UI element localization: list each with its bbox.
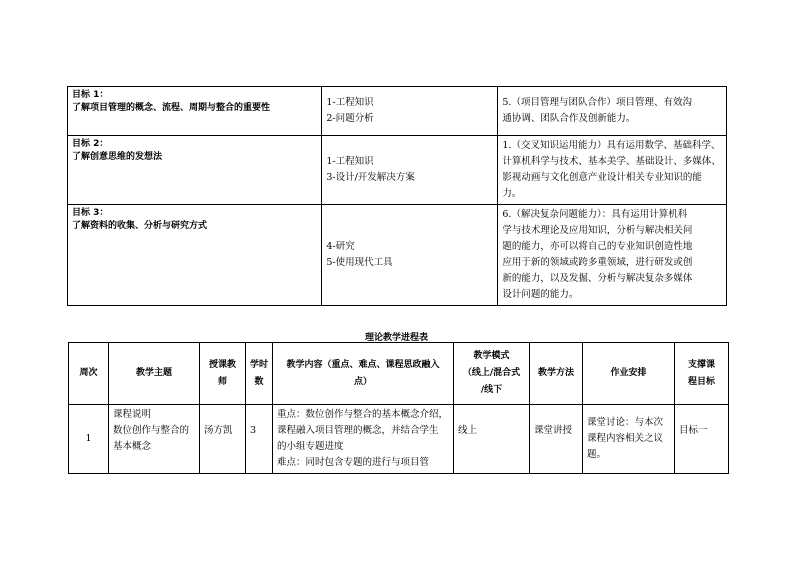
- week-cell: 1: [69, 405, 109, 474]
- teaching-schedule-table: [68, 342, 729, 474]
- schedule-title: 理论教学进程表: [364, 333, 428, 343]
- goal-row: [68, 87, 727, 136]
- ability-cell: [498, 205, 727, 306]
- ability-line: 学与技术理论及应用知识，分析与解决相关问: [502, 225, 693, 236]
- ability-line: 1.（交叉知识运用能力）具有运用数学、基础科学、: [502, 140, 721, 151]
- goal-cell: [68, 205, 322, 306]
- goal-row: [68, 136, 727, 205]
- homework-cell: 课堂讨论：与本次 课程内容相关之议 题。: [583, 405, 675, 474]
- header-teacher: 授课教 师: [200, 343, 246, 405]
- goal-row: [68, 205, 727, 306]
- course-goals-table: [67, 86, 727, 306]
- ability-line: 题的能力，亦可以将自己的专业知识创造性地: [502, 241, 693, 252]
- goal-cell: [68, 136, 322, 205]
- header-method: 教学方法: [530, 343, 583, 405]
- header-week: 周次: [69, 343, 109, 405]
- knowledge-cell: [322, 136, 498, 205]
- ability-line: 设计问题的能力。: [502, 289, 579, 300]
- knowledge-cell: [322, 205, 498, 306]
- hours-cell: 3: [246, 405, 273, 474]
- ability-line: 新的能力，以及发掘、分析与解决复杂多媒体: [502, 273, 693, 284]
- teacher-cell: 汤方凯: [200, 405, 246, 474]
- goal-description: 了解项目管理的概念、流程、周期与整合的重要性: [72, 103, 271, 113]
- goal-title: 目标 2：: [72, 139, 109, 149]
- header-homework: 作业安排: [583, 343, 675, 405]
- support-cell: 目标一: [675, 405, 729, 474]
- header-support: 支撑课 程目标: [675, 343, 729, 405]
- goal-title: 目标 3：: [72, 208, 109, 218]
- ability-cell: [498, 136, 727, 205]
- goal-description: 了解创意思维的发想法: [72, 152, 163, 162]
- ability-line: 力。: [502, 188, 522, 199]
- schedule-header-row: [69, 343, 729, 405]
- knowledge-item: 1-工程知识: [326, 156, 374, 167]
- content-cell: 重点：数位创作与整合的基本概念介绍， 课程融入项目管理的概念，并结合学生 的小组专题进度 难点：同时包含专题的进行与项目管: [273, 405, 454, 474]
- goal-cell: [68, 87, 322, 136]
- method-cell: 课堂讲授: [530, 405, 583, 474]
- table-row: [69, 405, 729, 474]
- topic-cell: 课程说明 数位创作与整合的 基本概念: [109, 405, 200, 474]
- header-hours: 学时 数: [246, 343, 273, 405]
- header-content: 教学内容（重点、难点、课程思政融入 点）: [273, 343, 454, 405]
- mode-cell: 线上: [454, 405, 530, 474]
- ability-line: 应用于新的领域或跨多重领域，进行研发或创: [502, 257, 693, 268]
- goal-description: 了解资料的收集、分析与研究方式: [72, 221, 208, 231]
- ability-line: 通协调、团队合作及创新能力。: [502, 113, 636, 124]
- ability-line: 6.（解决复杂问题能力）：具有运用计算机科: [502, 209, 688, 220]
- ability-line: 影视动画与文化创意产业设计相关专业知识的能: [502, 172, 702, 183]
- ability-line: 5.（项目管理与团队合作）项目管理、有效沟: [502, 97, 692, 108]
- knowledge-item: 4-研究: [326, 241, 355, 252]
- knowledge-item: 2-问题分析: [326, 113, 374, 124]
- ability-line: 计算机科学与技术、基本美学、基础设计、多媒体、: [502, 156, 721, 167]
- knowledge-item: 3-设计/开发解决方案: [326, 172, 415, 183]
- header-mode: 教学模式 （线上/混合式 /线下: [454, 343, 530, 405]
- knowledge-item: 1-工程知识: [326, 97, 374, 108]
- knowledge-cell: [322, 87, 498, 136]
- goal-title: 目标 1：: [72, 90, 109, 100]
- knowledge-item: 5-使用现代工具: [326, 257, 393, 268]
- header-topic: 教学主题: [109, 343, 200, 405]
- ability-cell: [498, 87, 727, 136]
